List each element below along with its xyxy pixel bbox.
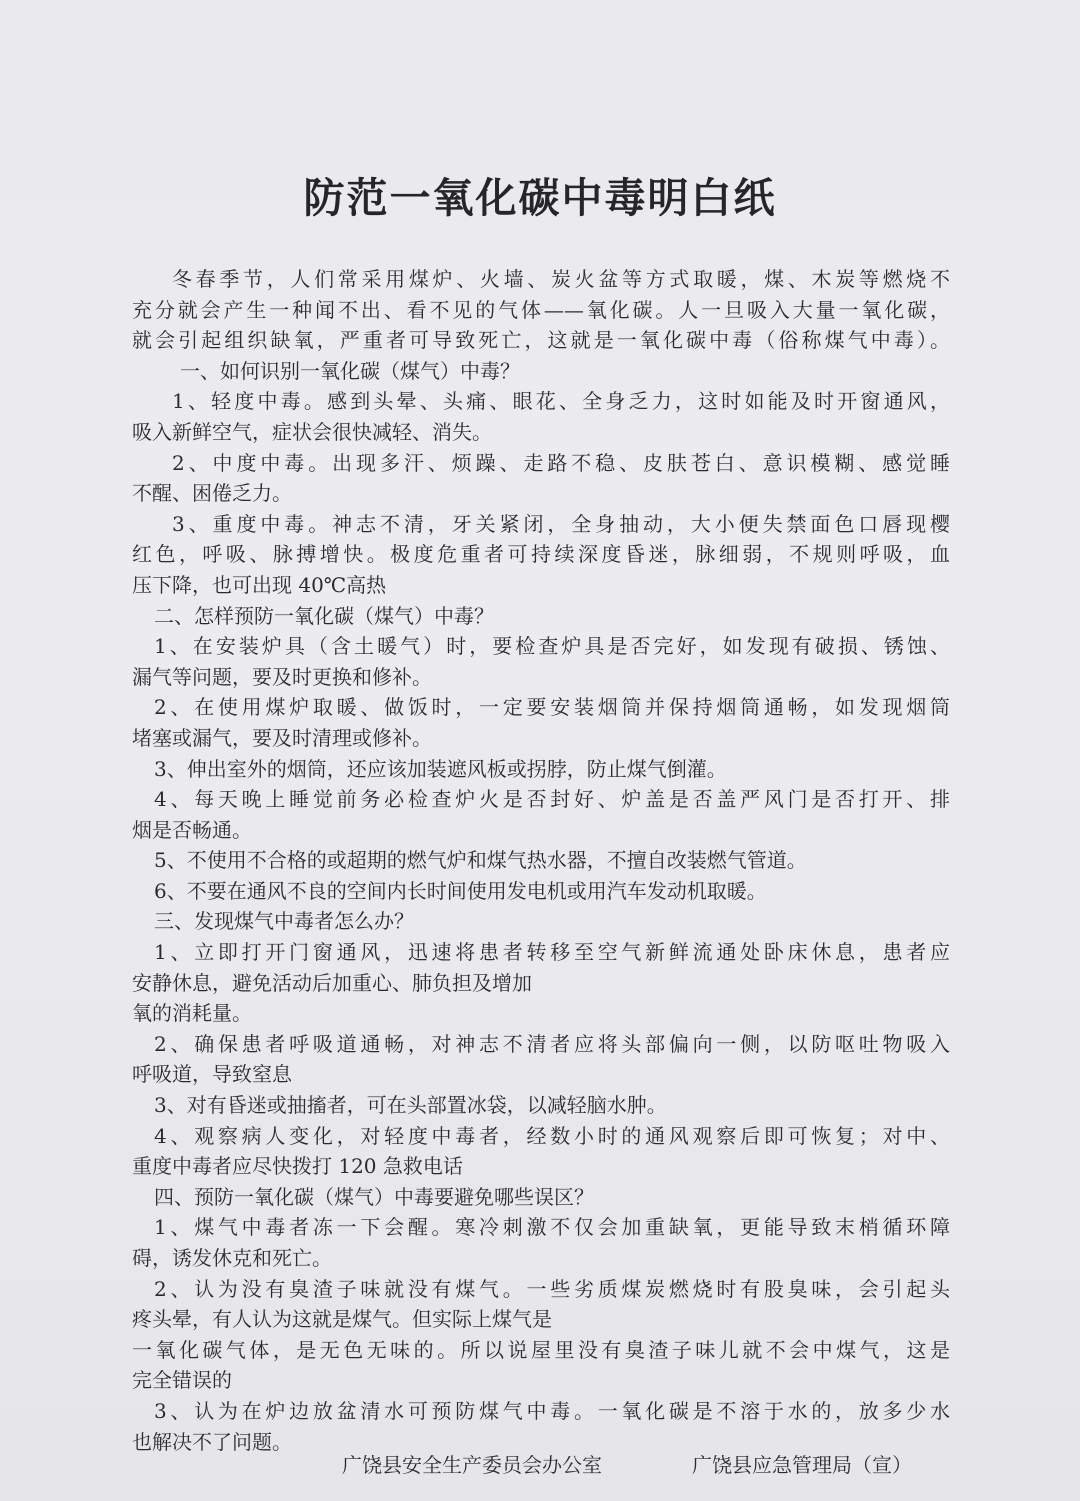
body-line: 氧的消耗量。 [132,1001,252,1026]
document-footer [0,1448,1080,1482]
body-line: 3、对有昏迷或抽搐者，可在头部置冰袋，以减轻脑水肿。 [154,1093,667,1118]
body-line: 烟是否畅通。 [132,817,252,842]
body-line: 就会引起组织缺氧，严重者可导致死亡，这就是一氧化碳中毒（俗称煤气中毒）。 [132,328,950,353]
body-line: 压下降，也可出现 40℃高热 [132,572,387,597]
body-line: 四、预防一氧化碳（煤气）中毒要避免哪些误区？ [154,1184,594,1209]
body-line: 堵塞或漏气，要及时清理或修补。 [132,725,432,750]
body-line: 重度中毒者应尽快拨打 120 急救电话 [132,1154,463,1179]
body-line: 疼头晕，有人认为这就是煤气。但实际上煤气是 [132,1307,552,1332]
body-line: 完全错误的 [132,1368,232,1393]
body-line: 三、发现煤气中毒者怎么办？ [154,909,414,934]
issuer-safety-committee: 广饶县安全生产委员会办公室 [342,1453,602,1477]
body-line: 吸入新鲜空气，症状会很快减轻、消失。 [132,419,492,444]
body-line: 1、在安装炉具（含土暖气）时，要检查炉具是否完好，如发现有破损、锈蚀、 [154,634,950,659]
issuer-emergency-bureau: 广饶县应急管理局（宣） [692,1453,912,1477]
body-line: 也解决不了问题。 [132,1429,292,1454]
body-line: 漏气等问题，要及时更换和修补。 [132,664,432,689]
body-line: 2、确保患者呼吸道通畅，对神志不清者应将头部偏向一侧，以防呕吐物吸入 [154,1031,950,1056]
document-title: 防范一氧化碳中毒明白纸 [303,174,777,222]
body-line: 不醒、困倦乏力。 [132,481,292,506]
body-line: 6、不要在通风不良的空间内长时间使用发电机或用汽车发动机取暖。 [154,878,767,903]
body-line: 4、观察病人变化，对轻度中毒者，经数小时的通风观察后即可恢复；对中、 [154,1123,950,1148]
body-line: 2、中度中毒。出现多汗、烦躁、走路不稳、皮肤苍白、意识模糊、感觉睡 [172,450,950,475]
body-line: 呼吸道，导致窒息 [132,1062,292,1087]
body-line: 二、怎样预防一氧化碳（煤气）中毒？ [154,603,494,628]
body-line: 碍，诱发休克和死亡。 [132,1246,332,1270]
body-line: 5、不使用不合格的或超期的燃气炉和煤气热水器，不擅自改装燃气管道。 [154,848,807,873]
body-line: 2、在使用煤炉取暖、做饭时，一定要安装烟筒并保持烟筒通畅，如发现烟筒 [154,695,950,720]
body-line: 3、认为在炉边放盆清水可预防煤气中毒。一氧化碳是不溶于水的，放多少水 [154,1398,950,1423]
body-line: 冬春季节，人们常采用煤炉、火墙、炭火盆等方式取暖，煤、木炭等燃烧不 [172,267,950,291]
body-line: 一氧化碳气体，是无色无味的。所以说屋里没有臭渣子味儿就不会中煤气，这是 [132,1337,950,1362]
body-line: 1、立即打开门窗通风，迅速将患者转移至空气新鲜流通处卧床休息，患者应 [154,940,950,965]
body-line: 3、伸出室外的烟筒，还应该加装遮风板或拐脖，防止煤气倒灌。 [154,756,727,781]
body-line: 安静休息，避免活动后加重心、肺负担及增加 [132,970,532,995]
body-line: 一、如何识别一氧化碳（煤气）中毒？ [180,358,520,383]
body-line: 1、轻度中毒。感到头晕、头痛、眼花、全身乏力，这时如能及时开窗通风， [172,389,950,414]
body-line: 充分就会产生一种闻不出、看不见的气体——氧化碳。人一旦吸入大量一氧化碳， [132,297,950,322]
body-line: 4、每天晚上睡觉前务必检查炉火是否封好、炉盖是否盖严风门是否打开、排 [154,787,950,812]
document-body [132,264,950,1457]
body-line: 1、煤气中毒者冻一下会醒。寒冷刺激不仅会加重缺氧，更能导致末梢循环障 [154,1215,950,1240]
body-line: 2、认为没有臭渣子味就没有煤气。一些劣质煤炭燃烧时有股臭味，会引起头 [154,1276,950,1301]
body-line: 3、重度中毒。神志不清，牙关紧闭，全身抽动，大小便失禁面色口唇现樱 [172,511,950,536]
body-line: 红色，呼吸、脉搏增快。极度危重者可持续深度昏迷，脉细弱，不规则呼吸，血 [132,542,950,567]
